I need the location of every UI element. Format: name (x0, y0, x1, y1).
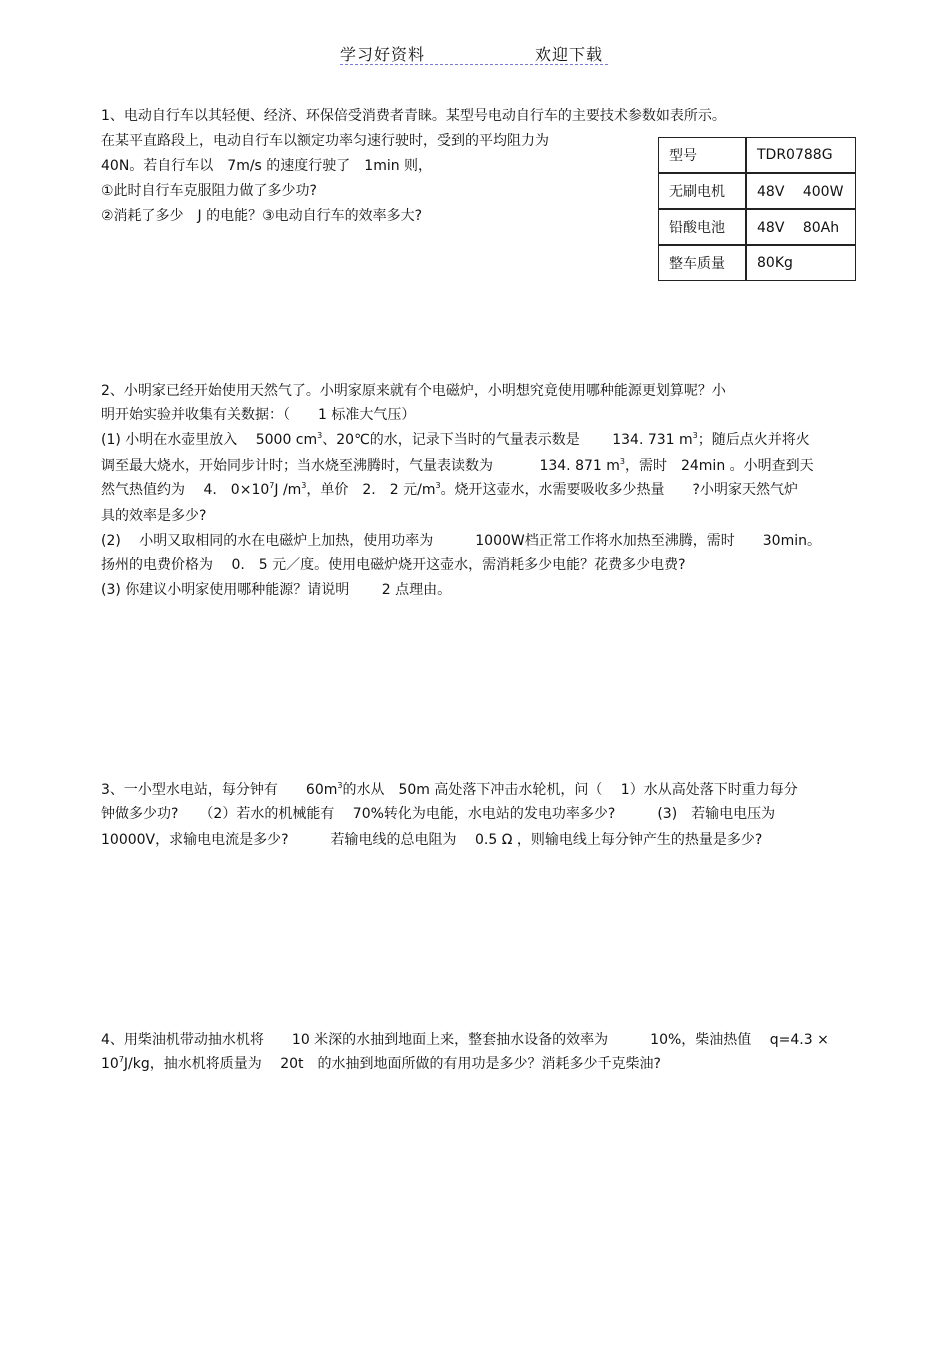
spec-value: 48V 400W (746, 173, 856, 209)
q3-line-1-a: 3、一小型水电站，每分钟有 60m (101, 782, 338, 798)
superscript: 3 (619, 457, 625, 466)
q2-line-7: (2) 小明又取相同的水在电磁炉上加热，使用功率为 1000W档正常工作将水加热至沸腾，需时 30min。 (101, 533, 821, 549)
spec-key: 整车质量 (658, 245, 746, 281)
spec-row (658, 173, 856, 209)
q1-line-4: ①此时自行车克服阻力做了多少功? (101, 183, 317, 199)
q1-line-3: 40N。若自行车以 7m/s 的速度行驶了 1min 则， (101, 158, 433, 174)
spec-key: 型号 (658, 137, 746, 173)
q2-line-8: 扬州的电费价格为 0. 5 元／度。使用电磁炉烧开这壶水，需消耗多少电能？花费多少电费? (101, 557, 686, 573)
superscript: 3 (301, 481, 307, 490)
superscript: 3 (317, 431, 323, 440)
spec-value: TDR0788G (746, 137, 856, 173)
q1-line-2: 在某平直路段上，电动自行车以额定功率匀速行驶时，受到的平均阻力为 (101, 133, 549, 149)
q2-line-5-a: 然气热值约为 4. 0×10 (101, 482, 270, 498)
spec-row (658, 245, 856, 281)
header-right: 欢迎下载 (535, 45, 604, 64)
q2-line-1: 2、小明家已经开始使用天然气了。小明家原来就有个电磁炉，小明想究竟使用哪种能源更划算呢？小 (101, 383, 726, 399)
superscript: 3 (435, 481, 441, 490)
superscript: 7 (118, 1055, 124, 1064)
q2-line-3-a: (1) 小明在水壶里放入 5000 cm (101, 432, 318, 448)
spec-value: 80Kg (746, 245, 856, 281)
q2-line-4-b: ，需时 24min 。小明查到天 (624, 458, 814, 474)
q2-line-6: 具的效率是多少? (101, 508, 207, 524)
q2-line-4-a: 调至最大烧水，开始同步计时；当水烧至沸腾时，气量表读数为 134. 871 m (101, 458, 620, 474)
q3-line-1 (101, 781, 798, 799)
q4-line-1: 4、用柴油机带动抽水机将 10 米深的水抽到地面上来，整套抽水设备的效率为 10%，柴油热值 q=4.3 × (101, 1032, 829, 1048)
q2-line-4 (101, 457, 814, 475)
spec-row (658, 209, 856, 245)
q2-line-3-b: 、20℃的水，记录下当时的气量表示数是 134. 731 m (322, 432, 693, 448)
q1-line-5: ②消耗了多少 J 的电能？③电动自行车的效率多大? (101, 208, 423, 224)
q4-line-2 (101, 1055, 661, 1073)
spec-value: 48V 80Ah (746, 209, 856, 245)
q3-line-1-b: 的水从 50m 高处落下冲击水轮机，问（ 1）水从高处落下时重力每分 (342, 782, 798, 798)
superscript: 3 (692, 431, 698, 440)
q4-line-2-b: J/kg，抽水机将质量为 20t 的水抽到地面所做的有用功是多少？消耗多少千克柴油? (123, 1056, 661, 1072)
spec-key: 铅酸电池 (658, 209, 746, 245)
q3-line-3: 10000V，求输电电流是多少? 若输电线的总电阻为 0.5 Ω ，则输电线上每分钟产生的热量是多少? (101, 832, 763, 848)
header-left: 学习好资料 (340, 45, 426, 64)
superscript: 3 (337, 781, 343, 790)
q2-line-5 (101, 481, 798, 499)
q2-line-3 (101, 431, 810, 449)
q1-line-1: 1、电动自行车以其轻便、经济、环保倍受消费者青睐。某型号电动自行车的主要技术参数如表所示。 (101, 108, 726, 124)
spec-row (658, 137, 856, 173)
superscript: 7 (269, 481, 275, 490)
spec-table (658, 137, 856, 281)
q2-line-3-c: ；随后点火并将火 (697, 432, 810, 448)
q4-line-2-a: 10 (101, 1056, 119, 1072)
q2-line-9: (3) 你建议小明家使用哪种能源？请说明 2 点理由。 (101, 582, 452, 598)
spec-key: 无刷电机 (658, 173, 746, 209)
q2-line-5-c: ，单价 2. 2 元/m (306, 482, 436, 498)
q3-line-2: 钟做多少功? （2）若水的机械能有 70%转化为电能，水电站的发电功率多少? (3) 若输电电压为 (101, 806, 776, 822)
q2-line-2: 明开始实验并收集有关数据：（ 1 标准大气压） (101, 407, 416, 423)
header-underline (340, 64, 608, 65)
q2-line-5-b: J /m (274, 482, 302, 498)
q2-line-5-d: 。烧开这壶水，水需要吸收多少热量 ?小明家天然气炉 (440, 482, 798, 498)
